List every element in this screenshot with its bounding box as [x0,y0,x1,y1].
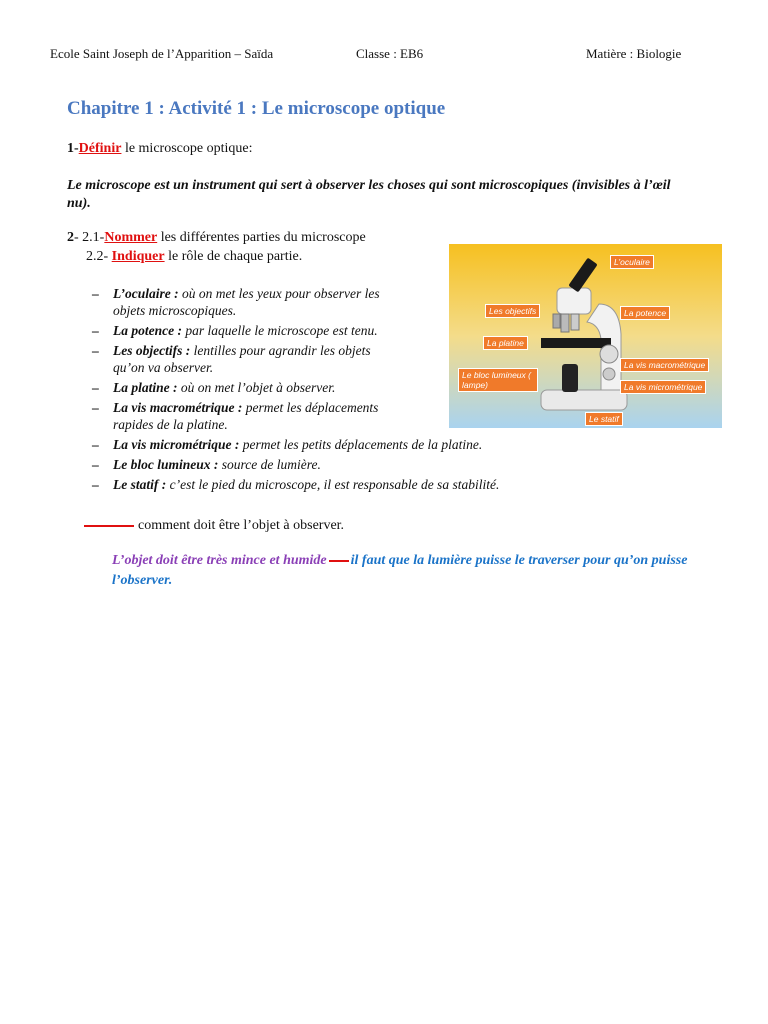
page-title: Chapitre 1 : Activité 1 : Le microscope optique [67,98,446,119]
dash-bullet: – [92,286,99,301]
list-item [92,436,532,453]
label-vis-macro: La vis macrométrique [620,358,709,372]
dash-bullet: – [92,477,99,492]
part-desc: permet les déplacements rapides de la platine. [113,400,379,432]
label-bloc-lumineux: Le bloc lumineux ( lampe) [458,368,538,392]
part-desc: où on met les yeux pour observer les objets microscopiques. [113,286,380,318]
answer-text [112,551,712,591]
dash-bullet: – [92,323,99,338]
subject-label: Matière : Biologie [586,46,682,61]
part-desc: où on met l’objet à observer. [177,380,336,395]
question-2-verb: Nommer [104,230,158,245]
question-2 [67,230,366,246]
list-item [92,285,413,319]
microscope-figure [449,244,722,428]
definition-text: Le microscope est un instrument qui sert à observer les choses qui sont microscopiques (invisibles à l’œil nu). [67,178,671,211]
question-1 [67,141,252,157]
part-name: La platine : [113,380,178,395]
part-name: L’oculaire : [113,286,179,301]
answer-blank [329,560,349,562]
question-2-prefix: - 2.1- [74,230,105,245]
question-2-text: les différentes parties du microscope [157,230,366,245]
question-2-2-prefix: 2.2- [86,249,112,264]
list-item [92,476,532,493]
answer-part-1: L’objet doit être très mince et humide [112,553,327,568]
question-1-text: le microscope optique: [121,141,253,156]
label-vis-micro: La vis micrométrique [620,380,706,394]
part-desc: source de lumière. [218,457,321,472]
label-objectifs: Les objectifs [485,304,540,318]
dash-bullet: – [92,400,99,415]
part-name: Le statif : [113,477,167,492]
label-platine: La platine [483,336,528,350]
dash-bullet: – [92,437,99,452]
part-desc: permet les petits déplacements de la platine. [239,437,483,452]
label-oculaire: L’oculaire [610,255,654,269]
blank-line [84,525,134,527]
label-potence: La potence [620,306,670,320]
label-statif: Le statif [585,412,623,426]
list-item [92,456,532,473]
question-2-2-text: le rôle de chaque partie. [164,249,303,264]
class-label: Classe : EB6 [356,46,424,61]
dash-bullet: – [92,380,99,395]
question-3 [84,518,344,534]
question-3-text: comment doit être l’objet à observer. [138,518,345,533]
part-name: La vis macrométrique : [113,400,243,415]
question-1-number: 1- [67,141,79,156]
dash-bullet: – [92,457,99,472]
part-desc: par laquelle le microscope est tenu. [181,323,378,338]
answer-part-2: il faut que la lumière puisse le traverser pour qu’on puisse l’observer. [112,553,688,588]
part-name: La vis micrométrique : [113,437,240,452]
part-name: Le bloc lumineux : [113,457,219,472]
question-2-2-verb: Indiquer [111,249,165,264]
part-desc: lentilles pour agrandir les objets qu’on va observer. [113,343,371,375]
question-2-number: 2 [67,230,74,245]
school-name: Ecole Saint Joseph de l’Apparition – Saïda [50,46,274,61]
list-item [92,399,413,433]
part-name: La potence : [113,323,182,338]
part-name: Les objectifs : [113,343,191,358]
dash-bullet: – [92,343,99,358]
question-2-2 [86,249,302,265]
part-desc: c’est le pied du microscope, il est responsable de sa stabilité. [166,477,500,492]
question-1-verb: Définir [78,141,122,156]
list-item [92,342,403,376]
